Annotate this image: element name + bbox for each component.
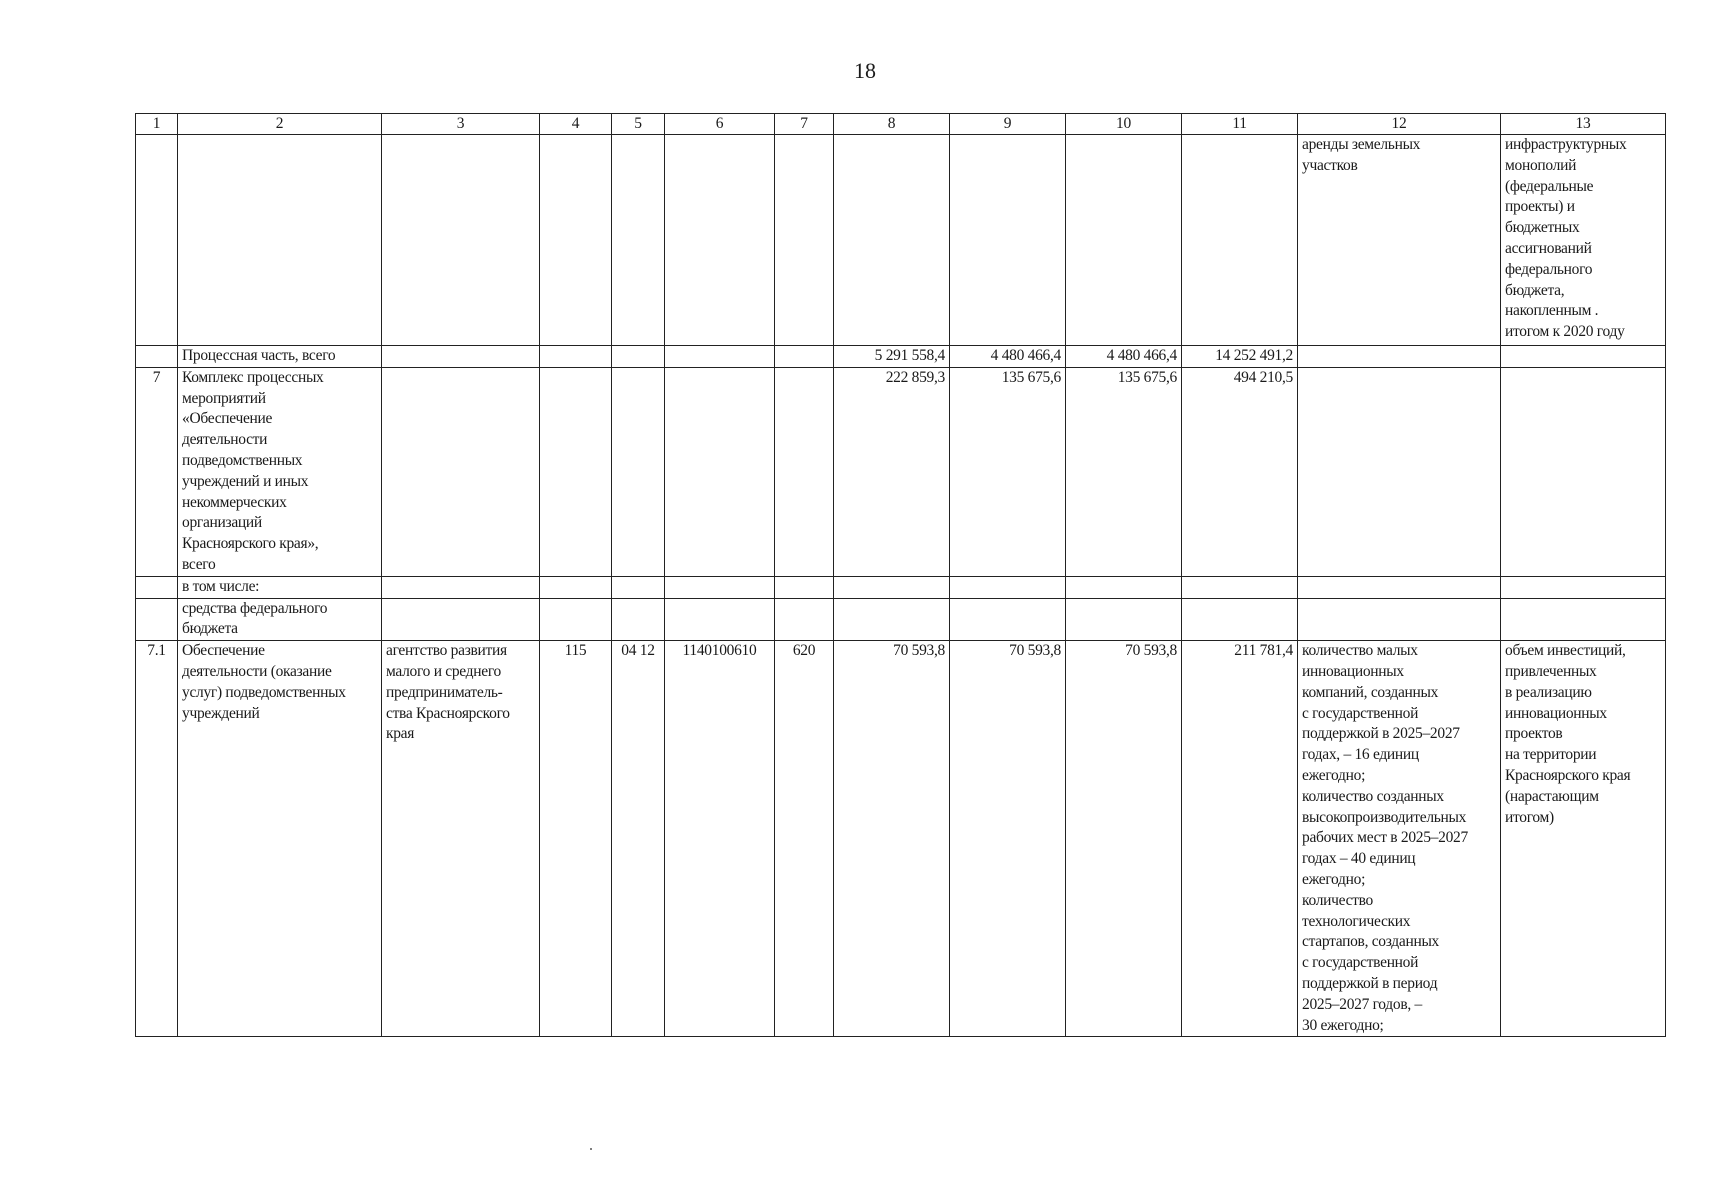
table-cell — [1298, 367, 1501, 576]
table-cell — [1501, 367, 1666, 576]
column-header: 12 — [1298, 114, 1501, 135]
table-cell — [540, 598, 612, 641]
amount-cell: 135 675,6 — [950, 367, 1066, 576]
table-cell — [136, 598, 178, 641]
column-header: 10 — [1066, 114, 1182, 135]
table-cell — [665, 135, 775, 346]
table-cell — [834, 576, 950, 598]
table-cell — [1066, 135, 1182, 346]
table-cell — [136, 346, 178, 368]
code-cell: 1140100610 — [665, 641, 775, 1037]
code-cell: 115 — [540, 641, 612, 1037]
amount-cell: 135 675,6 — [1066, 367, 1182, 576]
continuation-row — [136, 135, 1666, 346]
table-cell — [540, 346, 612, 368]
executor-cell: агентство развития малого и среднего предприниматель- ства Красноярского края — [382, 641, 540, 1037]
code-cell: 620 — [775, 641, 834, 1037]
amount-cell: 4 480 466,4 — [1066, 346, 1182, 368]
column-header: 13 — [1501, 114, 1666, 135]
table-cell — [1501, 576, 1666, 598]
table-cell — [382, 135, 540, 346]
amount-cell: 5 291 558,4 — [834, 346, 950, 368]
code-cell: 04 12 — [612, 641, 665, 1037]
table-cell — [950, 598, 1066, 641]
including-row — [136, 576, 1666, 598]
table-cell — [1182, 576, 1298, 598]
table-cell — [775, 367, 834, 576]
table-cell — [540, 367, 612, 576]
column-header: 9 — [950, 114, 1066, 135]
table-cell — [1066, 598, 1182, 641]
table-cell — [775, 576, 834, 598]
table-cell — [834, 135, 950, 346]
table-cell — [382, 367, 540, 576]
table-cell — [1182, 598, 1298, 641]
table-cell — [178, 135, 382, 346]
column-header: 3 — [382, 114, 540, 135]
table-cell — [665, 598, 775, 641]
goal-indicator-cell: объем инвестиций, привлеченных в реализацию инновационных проектов на территории Красноярского края (нарастающим итогом) — [1501, 641, 1666, 1037]
table-cell — [612, 135, 665, 346]
goal-indicator-cell: инфраструктурных монополий (федеральные проекты) и бюджетных ассигнований федерального бюджета, накопленным . итогом к 2020 году — [1501, 135, 1666, 346]
table-cell — [612, 598, 665, 641]
table-cell — [775, 346, 834, 368]
column-header: 5 — [612, 114, 665, 135]
column-header: 11 — [1182, 114, 1298, 135]
table-cell — [665, 367, 775, 576]
amount-cell: 14 252 491,2 — [1182, 346, 1298, 368]
process-total-row — [136, 346, 1666, 368]
row-number: 7 — [136, 367, 178, 576]
column-header: 2 — [178, 114, 382, 135]
amount-cell: 222 859,3 — [834, 367, 950, 576]
row-label: Процессная часть, всего — [178, 346, 382, 368]
result-indicator-cell: аренды земельных участков — [1298, 135, 1501, 346]
table-cell — [834, 598, 950, 641]
complex-row — [136, 367, 1666, 576]
table-cell — [1298, 598, 1501, 641]
federal-budget-row — [136, 598, 1666, 641]
column-header: 1 — [136, 114, 178, 135]
table-cell — [540, 576, 612, 598]
table-cell — [540, 135, 612, 346]
row-label: Комплекс процессных мероприятий «Обеспечение деятельности подведомственных учреждений и иных некоммерческих организаций Красноярского края», всего — [178, 367, 382, 576]
row-label: средства федерального бюджета — [178, 598, 382, 641]
column-header: 4 — [540, 114, 612, 135]
table-cell — [950, 135, 1066, 346]
table-cell — [382, 346, 540, 368]
table-cell — [775, 135, 834, 346]
table-cell — [612, 367, 665, 576]
table-cell — [382, 576, 540, 598]
table-cell — [775, 598, 834, 641]
table-cell — [612, 346, 665, 368]
amount-cell: 4 480 466,4 — [950, 346, 1066, 368]
scan-speck — [590, 1148, 592, 1150]
budget-table — [135, 113, 1666, 1037]
column-header: 6 — [665, 114, 775, 135]
result-indicator-cell: количество малых инновационных компаний, созданных с государственной поддержкой в 2025–2027 годах, – 16 единиц ежегодно; количество созданных высокопроизводительных рабочих мест в 2025–2027 годах – 40 единиц ежегодно; количество технологических стартапов, созданных с государственной поддержкой в период 2025–2027 годов, – 30 ежегодно; — [1298, 641, 1501, 1037]
amount-cell: 494 210,5 — [1182, 367, 1298, 576]
table-cell — [1298, 346, 1501, 368]
amount-cell: 211 781,4 — [1182, 641, 1298, 1037]
table-cell — [1182, 135, 1298, 346]
table-cell — [1298, 576, 1501, 598]
table-cell — [950, 576, 1066, 598]
row-number: 7.1 — [136, 641, 178, 1037]
table-cell — [1066, 576, 1182, 598]
table-row-7-1 — [136, 641, 1666, 1037]
page-number: 18 — [854, 58, 876, 83]
amount-cell: 70 593,8 — [1066, 641, 1182, 1037]
table-cell — [612, 576, 665, 598]
table-cell — [382, 598, 540, 641]
table-cell — [665, 576, 775, 598]
table-cell — [665, 346, 775, 368]
table-cell — [136, 576, 178, 598]
column-number-row — [136, 114, 1666, 135]
table-cell — [1501, 346, 1666, 368]
table-cell — [136, 135, 178, 346]
amount-cell: 70 593,8 — [834, 641, 950, 1037]
row-label: Обеспечение деятельности (оказание услуг) подведомственных учреждений — [178, 641, 382, 1037]
amount-cell: 70 593,8 — [950, 641, 1066, 1037]
column-header: 8 — [834, 114, 950, 135]
column-header: 7 — [775, 114, 834, 135]
row-label: в том числе: — [178, 576, 382, 598]
table-cell — [1501, 598, 1666, 641]
